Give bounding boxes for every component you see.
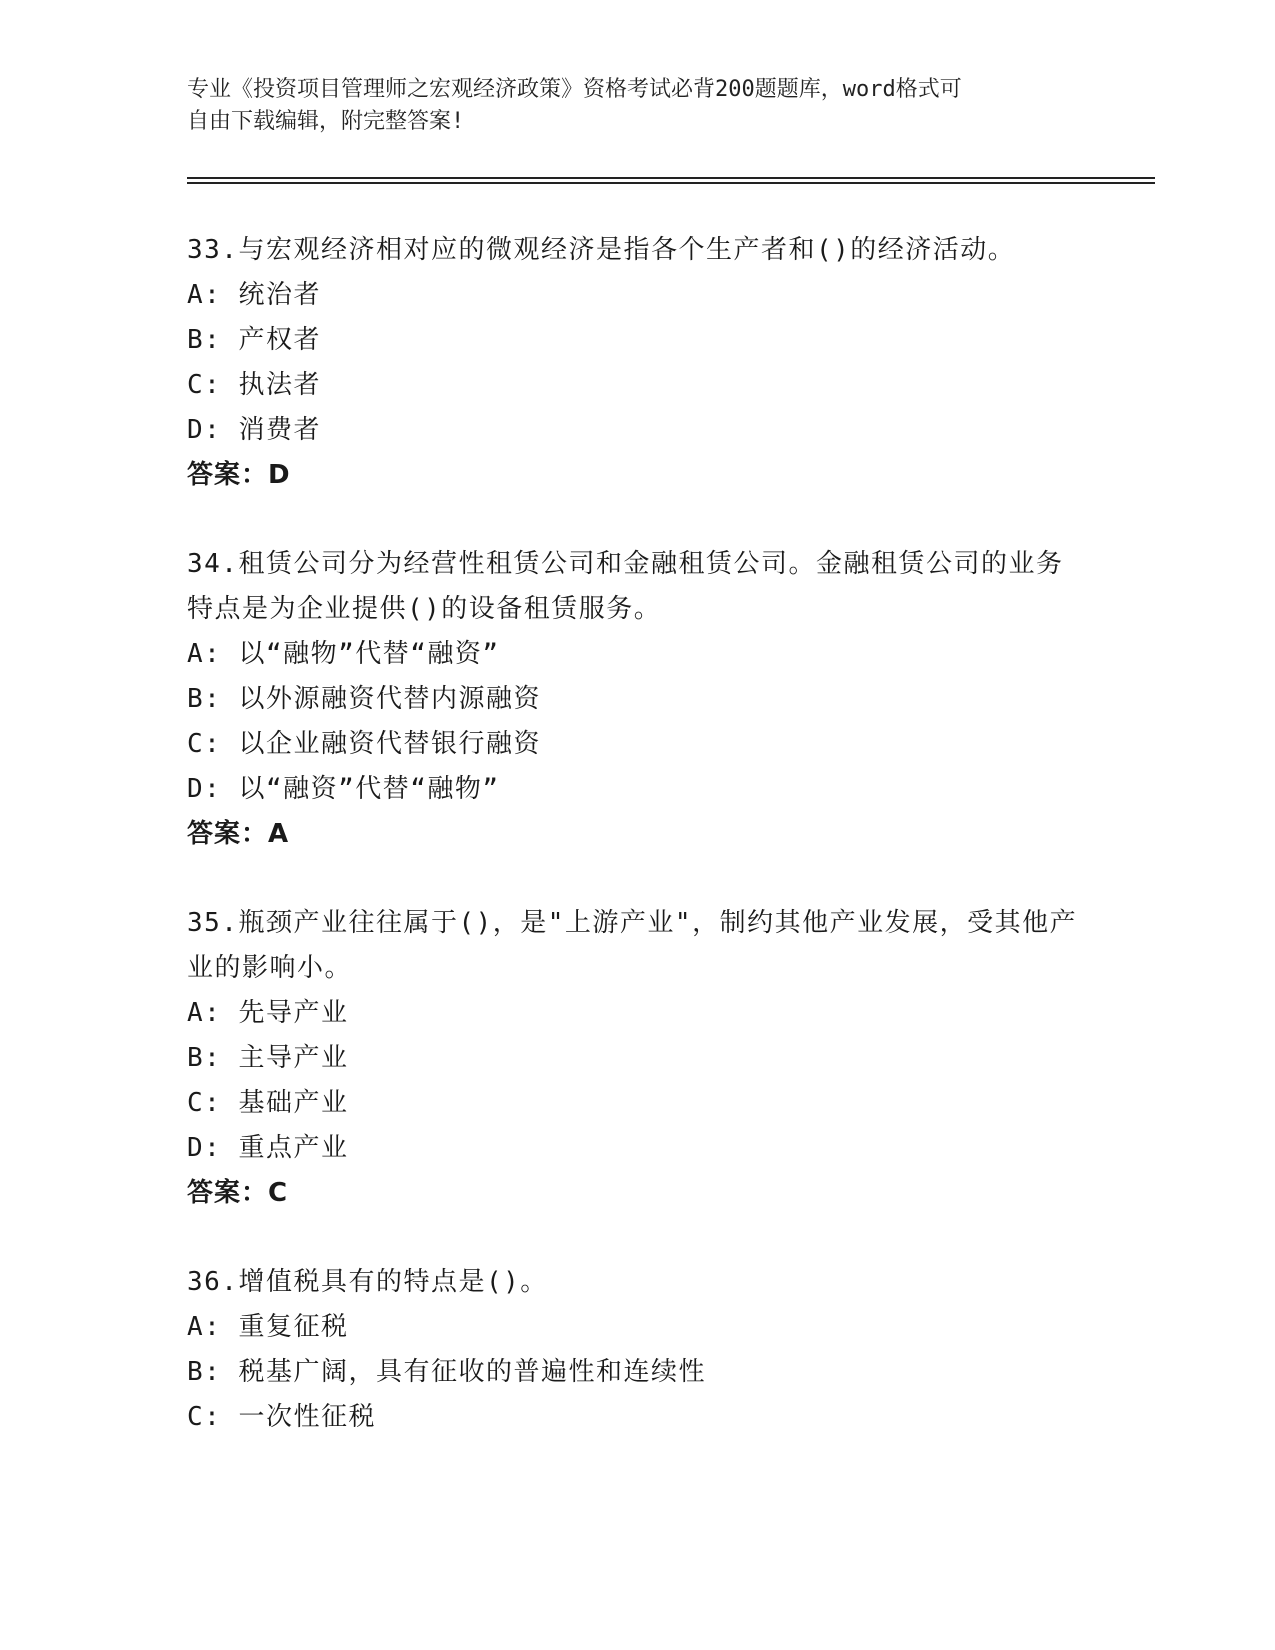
option-b: B: 主导产业 bbox=[187, 1043, 349, 1073]
option-c: C: 执法者 bbox=[187, 370, 321, 400]
option-b: B: 产权者 bbox=[187, 325, 321, 355]
header-title-line2: 自由下载编辑，附完整答案! bbox=[187, 109, 465, 134]
header-rule-bottom bbox=[187, 182, 1155, 184]
question-34 bbox=[187, 542, 1087, 857]
option-b: B: 以外源融资代替内源融资 bbox=[187, 684, 541, 714]
option-a: A: 以“融物”代替“融资” bbox=[187, 639, 500, 669]
option-a: A: 重复征税 bbox=[187, 1312, 349, 1342]
question-stem: 34.租赁公司分为经营性租赁公司和金融租赁公司。金融租赁公司的业务特点是为企业提供()的设备租赁服务。 bbox=[187, 549, 1064, 624]
question-stem: 33.与宏观经济相对应的微观经济是指各个生产者和()的经济活动。 bbox=[187, 235, 1016, 265]
option-c: C: 基础产业 bbox=[187, 1088, 349, 1118]
question-list bbox=[187, 228, 1087, 1484]
option-c: C: 以企业融资代替银行融资 bbox=[187, 729, 541, 759]
option-b: B: 税基广阔，具有征收的普遍性和连续性 bbox=[187, 1357, 706, 1387]
document-header bbox=[187, 74, 1067, 138]
option-a: A: 统治者 bbox=[187, 280, 321, 310]
answer: 答案：A bbox=[187, 819, 290, 849]
question-stem: 35.瓶颈产业往往属于()，是"上游产业"，制约其他产业发展，受其他产业的影响小。 bbox=[187, 908, 1078, 983]
question-33 bbox=[187, 228, 1087, 498]
question-stem: 36.增值税具有的特点是()。 bbox=[187, 1267, 548, 1297]
header-title-line1: 专业《投资项目管理师之宏观经济政策》资格考试必背200题题库，word格式可 bbox=[187, 77, 962, 102]
question-36 bbox=[187, 1260, 1087, 1440]
header-rule-top bbox=[187, 177, 1155, 179]
answer: 答案：C bbox=[187, 1178, 289, 1208]
option-c: C: 一次性征税 bbox=[187, 1402, 376, 1432]
answer: 答案：D bbox=[187, 460, 291, 490]
question-35 bbox=[187, 901, 1087, 1216]
option-d: D: 以“融资”代替“融物” bbox=[187, 774, 500, 804]
option-d: D: 消费者 bbox=[187, 415, 321, 445]
option-a: A: 先导产业 bbox=[187, 998, 349, 1028]
option-d: D: 重点产业 bbox=[187, 1133, 349, 1163]
